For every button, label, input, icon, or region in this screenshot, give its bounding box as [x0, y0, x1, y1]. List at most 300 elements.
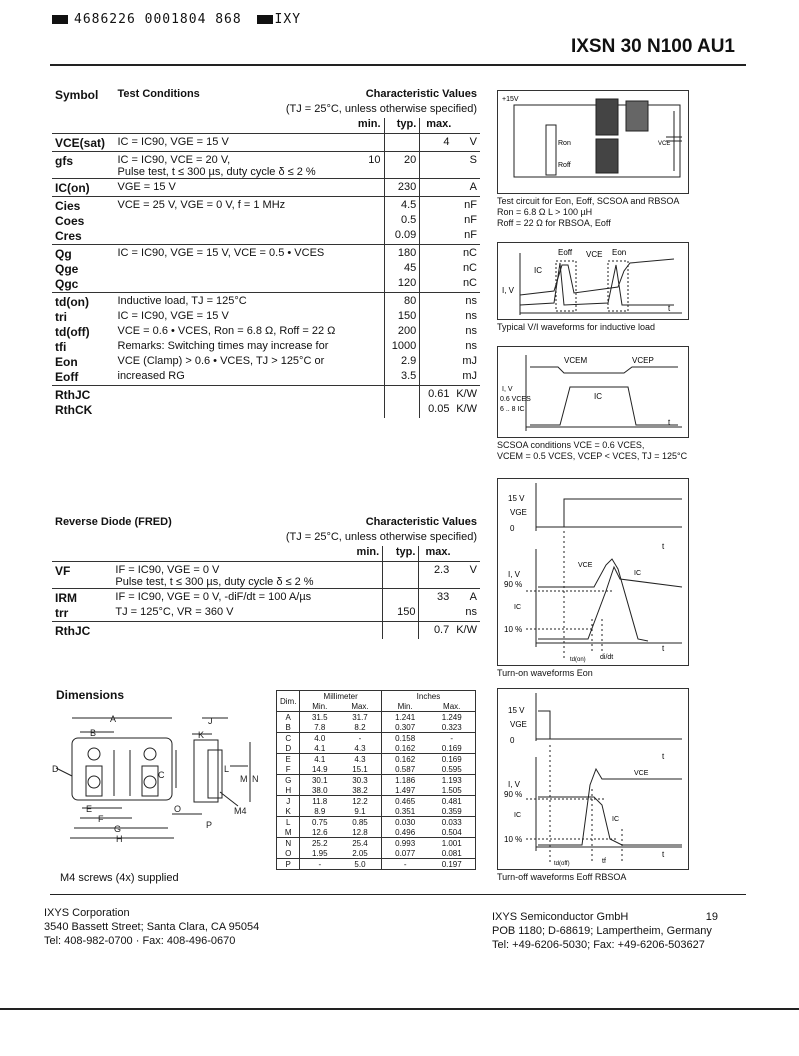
dim-letter: J: [277, 796, 300, 807]
condition-cell: [115, 179, 340, 197]
min-cell: [340, 229, 385, 245]
min-cell: [340, 214, 385, 229]
max-cell: [420, 214, 453, 229]
on-ic-label: IC: [634, 570, 641, 577]
in-min-cell: 0.307: [395, 722, 416, 732]
svg-text:B: B: [90, 728, 97, 738]
typ-header: typ.: [384, 118, 420, 134]
condition-cell: [115, 152, 340, 179]
svg-text:K: K: [198, 730, 205, 740]
table-row: [52, 589, 480, 607]
condition-line: VCE = 25 V, VGE = 0 V, f = 1 MHz: [117, 199, 286, 211]
in-max-cell: 1.505: [441, 785, 462, 795]
unit-cell: nC: [452, 245, 480, 263]
off-90-label: 90 %: [504, 790, 523, 799]
unit-cell: A: [452, 179, 480, 197]
mm-min-cell: 25.2: [300, 838, 339, 849]
condition-line: IF = IC90, VGE = 0 V: [115, 564, 220, 576]
max-cell: 0.7: [419, 622, 452, 640]
spec-table: [52, 88, 480, 418]
turn-off-figure: [497, 688, 689, 870]
table-row: [277, 733, 476, 744]
footer-left: [44, 906, 259, 948]
condition-line: VCE = 0.6 • VCES, Ron = 6.8 Ω, Roff = 22 Ω: [117, 325, 336, 337]
mm-min-cell: 4.0: [300, 733, 339, 744]
max-cell: 2.3: [419, 562, 452, 589]
in-min-cell: 0.162: [381, 754, 428, 765]
max-cell: 0.61: [420, 386, 453, 404]
test-circuit-caption-2: Ron = 6.8 Ω L > 100 µH: [497, 207, 593, 217]
svg-text:C: C: [158, 770, 165, 780]
in-max-header: Max.: [443, 701, 461, 711]
on-iv-label: I, V: [508, 570, 521, 579]
table-row: [52, 197, 480, 215]
condition-line: IC = IC90, VCE = 20 V,: [117, 154, 231, 166]
table-row: [277, 775, 476, 786]
dim-letter: K: [277, 806, 300, 817]
condition-line: IF = IC90, VGE = 0 V, -diF/dt = 100 A/µs: [115, 591, 312, 603]
mm-max-cell: 4.3: [339, 754, 381, 765]
max-cell: [420, 340, 453, 355]
vi-ic-label: IC: [534, 266, 542, 275]
in-min-cell: 0.351: [395, 806, 416, 816]
symbol-cell: Eon: [55, 355, 78, 369]
typ-cell: 200: [384, 325, 420, 340]
condition-line: IC = IC90, VGE = 15 V: [117, 136, 229, 148]
symbol-cell: RthCK: [55, 403, 93, 417]
unit-cell: S: [452, 152, 480, 179]
in-min-cell: 0.162: [395, 743, 416, 753]
condition-line: increased RG: [117, 370, 185, 382]
min-cell: [340, 179, 385, 197]
svg-text:M4: M4: [234, 806, 247, 816]
condition-cell: [112, 606, 332, 622]
mm-max-cell: 25.4: [339, 838, 381, 849]
dim-letter: B: [277, 722, 300, 733]
mm-max-cell: 2.05: [339, 848, 381, 859]
condition-cell: [115, 293, 340, 311]
in-max-cell: 1.193: [428, 775, 475, 786]
max-cell: [420, 245, 453, 263]
in-max-cell: 0.169: [428, 754, 475, 765]
dim-letter: A: [277, 712, 300, 723]
max-cell: [420, 197, 453, 215]
symbol-cell: Qge: [55, 262, 79, 276]
typ-cell: 45: [384, 262, 420, 277]
dim-letter: C: [277, 733, 300, 744]
table-row: [52, 403, 480, 418]
unit-cell: K/W: [452, 622, 480, 640]
min-header: min.: [340, 118, 385, 134]
mm-max-cell: -: [339, 733, 381, 744]
unit-cell: nF: [464, 214, 477, 226]
symbol-cell: tri: [55, 310, 67, 324]
unit-cell: K/W: [456, 403, 477, 415]
table-row: [52, 355, 480, 370]
typ-cell: 1000: [384, 340, 420, 355]
scsoa-ic-label: IC: [594, 392, 602, 401]
dim-letter: F: [277, 764, 300, 775]
unit-cell: ns: [465, 325, 477, 337]
footer-phone-de: Tel: +49-6206-5030; Fax: +49-6206-503627: [492, 939, 705, 951]
page-bottom-rule: [0, 1008, 799, 1010]
scan-block-mark: [52, 15, 68, 24]
dimension-table: [276, 690, 476, 870]
scsoa-caption-2: VCEM = 0.5 VCES, VCEP < VCES, TJ = 125°C: [497, 451, 688, 461]
unit-cell: mJ: [462, 355, 477, 367]
dim-letter: O: [277, 848, 300, 859]
dim-letter: M: [277, 827, 300, 838]
scsoa-t-label: t: [668, 418, 671, 427]
table-row: [277, 722, 476, 733]
temp-note: (TJ = 25°C, unless otherwise specified): [285, 103, 477, 115]
off-tdoff-label: td(off): [554, 861, 570, 867]
part-number: IXSN 30 N100 AU1: [570, 36, 735, 57]
table-row: [277, 848, 476, 859]
turn-on-caption: Turn-on waveforms Eon: [497, 668, 593, 678]
dim-letter: G: [277, 775, 300, 786]
scan-brand: IXY: [274, 12, 302, 27]
in-min-cell: -: [381, 859, 428, 870]
condition-line: IC = IC90, VGE = 15 V: [117, 310, 229, 322]
condition-cell: [115, 310, 340, 325]
in-min-cell: 1.497: [395, 785, 416, 795]
svg-text:J: J: [208, 716, 213, 726]
condition-cell: [115, 386, 340, 404]
min-cell: [340, 386, 385, 404]
dim-letter: L: [277, 817, 300, 828]
symbol-cell: VF: [52, 562, 112, 589]
svg-text:O: O: [174, 804, 182, 814]
diode-min-header: min.: [332, 546, 383, 562]
mm-min-cell: -: [300, 859, 339, 870]
off-15v-label: 15 V: [508, 706, 525, 715]
table-row: [277, 827, 476, 838]
off-tf-label: tf: [602, 858, 606, 865]
symbol-cell: tfi: [55, 340, 67, 354]
in-max-cell: 0.359: [441, 806, 462, 816]
svg-text:N: N: [252, 774, 259, 784]
mm-max-cell: 38.2: [339, 785, 381, 796]
off-ic2-label: IC: [514, 812, 521, 819]
scsoa-68-label: 6 .. 8 IC: [500, 406, 525, 413]
unit-cell: nC: [462, 262, 477, 274]
circuit-vcc-label: +15V: [502, 96, 519, 103]
table-row: [52, 277, 480, 293]
test-circuit-figure: [497, 90, 689, 194]
min-cell: [340, 262, 385, 277]
on-tdon-label: td(on): [570, 657, 586, 663]
max-cell: 4: [420, 134, 453, 152]
condition-line: VCE (Clamp) > 0.6 • VCES, TJ > 125°C or: [117, 355, 325, 367]
off-ic-label: IC: [612, 816, 619, 823]
table-row: [52, 370, 480, 386]
typ-cell: 2.9: [384, 355, 420, 370]
min-cell: 10: [340, 152, 385, 179]
mm-max-cell: 12.8: [339, 827, 381, 838]
symbol-cell: Cies: [52, 197, 115, 215]
svg-text:D: D: [52, 764, 59, 774]
symbol-cell: RthJC: [52, 386, 115, 404]
min-cell: [332, 622, 383, 640]
typ-cell: 3.5: [384, 370, 420, 386]
condition-cell: [115, 277, 340, 293]
min-cell: [340, 197, 385, 215]
typ-cell: [383, 589, 419, 607]
svg-text:P: P: [206, 820, 213, 830]
table-row: [277, 838, 476, 849]
symbol-cell: IC(on): [52, 179, 115, 197]
min-cell: [340, 355, 385, 370]
scsoa-figure: [497, 346, 689, 438]
in-min-cell: 1.241: [381, 712, 428, 723]
typ-cell: [383, 622, 419, 640]
table-row: [52, 386, 480, 404]
symbol-cell: Qgc: [55, 277, 79, 291]
scsoa-vcep-label: VCEP: [632, 356, 654, 365]
dim-letter: N: [277, 838, 300, 849]
max-header: max.: [426, 118, 452, 130]
footer-company: IXYS Corporation: [44, 907, 130, 919]
package-drawing: [52, 710, 272, 850]
svg-text:L: L: [224, 764, 230, 774]
mm-max-cell: 12.2: [339, 796, 381, 807]
table-row: [52, 214, 480, 229]
max-cell: [420, 229, 453, 245]
condition-cell: [112, 562, 332, 589]
in-max-cell: 0.323: [441, 722, 462, 732]
turn-on-figure: [497, 478, 689, 666]
typ-cell: [384, 403, 420, 418]
in-max-cell: -: [428, 733, 475, 744]
mm-min-cell: 12.6: [311, 827, 328, 837]
off-10-label: 10 %: [504, 835, 523, 844]
vi-waveform-figure: [497, 242, 689, 320]
vi-waveform-caption: Typical V/I waveforms for inductive load: [497, 322, 656, 332]
max-cell: [420, 179, 453, 197]
diode-typ-header: typ.: [383, 546, 419, 562]
unit-cell: ns: [452, 293, 480, 311]
on-vge-label: VGE: [510, 508, 527, 517]
table-row: [52, 622, 480, 640]
scsoa-caption: [497, 440, 687, 462]
on-90-label: 90 %: [504, 580, 523, 589]
table-row: [52, 245, 480, 263]
condition-line: VGE = 15 V: [117, 181, 176, 193]
on-10-label: 10 %: [504, 625, 523, 634]
in-max-cell: 1.001: [428, 838, 475, 849]
max-cell: [419, 606, 452, 622]
unit-cell: ns: [465, 340, 477, 352]
min-cell: [340, 277, 385, 293]
min-cell: [332, 562, 383, 589]
footer-address: 3540 Bassett Street; Santa Clara, CA 95054: [44, 921, 260, 933]
in-max-cell: 0.595: [441, 764, 462, 774]
in-max-cell: 1.249: [428, 712, 475, 723]
table-row: [52, 293, 480, 311]
table-row: [52, 134, 480, 152]
table-row: [277, 806, 476, 817]
in-min-cell: 0.587: [395, 764, 416, 774]
condition-cell: [115, 325, 340, 340]
mm-min-cell: 4.1: [300, 754, 339, 765]
table-row: [277, 712, 476, 723]
test-circuit-caption: [497, 196, 737, 229]
symbol-cell: IRM: [52, 589, 112, 607]
symbol-cell: trr: [55, 606, 69, 620]
circuit-ron-label: Ron: [558, 140, 571, 147]
condition-cell: [115, 245, 340, 263]
in-min-header: Min.: [397, 701, 413, 711]
diode-title: Reverse Diode (FRED): [55, 516, 172, 528]
min-cell: [340, 403, 385, 418]
in-max-cell: 0.081: [441, 848, 462, 858]
table-row: [52, 262, 480, 277]
typ-cell: 230: [384, 179, 420, 197]
scan-code: 4686226 0001804 868: [74, 12, 242, 27]
dim-letter: P: [277, 859, 300, 870]
diode-table: [52, 516, 480, 639]
dim-letter: D: [277, 743, 300, 754]
min-cell: [340, 245, 385, 263]
diode-temp-note: (TJ = 25°C, unless otherwise specified): [285, 531, 477, 543]
condition-cell: [115, 340, 340, 355]
mm-min-header: Min.: [312, 701, 328, 711]
symbol-header: Symbol: [55, 88, 99, 102]
mm-min-cell: 11.8: [300, 796, 339, 807]
symbol-cell: Coes: [55, 214, 85, 228]
condition-cell: [115, 262, 340, 277]
symbol-cell: Qg: [52, 245, 115, 263]
off-vce-label: VCE: [634, 770, 649, 777]
dimensions-title: Dimensions: [56, 688, 125, 702]
typ-cell: 180: [384, 245, 420, 263]
dim-letter: H: [277, 785, 300, 796]
mm-header: Millimeter: [300, 691, 381, 702]
svg-text:A: A: [110, 714, 117, 724]
symbol-cell: td(on): [52, 293, 115, 311]
min-cell: [332, 589, 383, 607]
typ-cell: 150: [383, 606, 419, 622]
table-row: [277, 859, 476, 870]
typ-cell: [384, 386, 420, 404]
min-cell: [332, 606, 383, 622]
dim-letter: E: [277, 754, 300, 765]
unit-cell: V: [452, 562, 480, 589]
mm-max-cell: 9.1: [339, 806, 381, 817]
footer-rule: [50, 894, 746, 895]
off-0-label: 0: [510, 736, 515, 745]
mm-min-cell: 4.1: [314, 743, 326, 753]
test-circuit-caption-3: Roff = 22 Ω for RBSOA, Eoff: [497, 218, 611, 228]
vi-vce-label: VCE: [586, 250, 603, 259]
condition-cell: [115, 214, 340, 229]
condition-cell: [115, 197, 340, 215]
max-cell: [420, 293, 453, 311]
svg-text:M: M: [240, 774, 248, 784]
max-cell: 33: [419, 589, 452, 607]
unit-cell: mJ: [462, 370, 477, 382]
in-min-cell: 0.496: [395, 827, 416, 837]
on-15v-label: 15 V: [508, 494, 525, 503]
off-t-label: t: [662, 752, 665, 761]
scsoa-iv-label: I, V: [502, 386, 513, 393]
diode-max-header: max.: [425, 546, 451, 558]
scsoa-06-label: 0.6 VCES: [500, 396, 531, 403]
unit-cell: nF: [452, 197, 480, 215]
in-max-cell: 0.504: [441, 827, 462, 837]
off-t2-label: t: [662, 850, 665, 859]
vi-iv-label: I, V: [502, 286, 515, 295]
mm-max-cell: 15.1: [339, 764, 381, 775]
svg-text:H: H: [116, 834, 123, 844]
max-cell: [420, 152, 453, 179]
typ-cell: [384, 134, 420, 152]
condition-cell: [112, 622, 332, 640]
table-row: [52, 152, 480, 179]
mm-max-cell: 8.2: [339, 722, 381, 733]
max-cell: [420, 355, 453, 370]
unit-cell: ns: [465, 310, 477, 322]
on-0-label: 0: [510, 524, 515, 533]
condition-line: Pulse test, t ≤ 300 µs, duty cycle δ ≤ 2 %: [117, 166, 316, 178]
condition-cell: [115, 355, 340, 370]
circuit-roff-label: Roff: [558, 162, 571, 169]
typ-cell: [383, 562, 419, 589]
table-row: [52, 340, 480, 355]
table-row: [52, 606, 480, 622]
mm-min-cell: 0.75: [300, 817, 339, 828]
condition-line: Remarks: Switching times may increase for: [117, 340, 329, 352]
on-t-label: t: [662, 542, 665, 551]
footer-right: [492, 910, 752, 952]
dimension-rows: [277, 712, 476, 870]
on-vce-label: VCE: [578, 562, 593, 569]
unit-cell: V: [452, 134, 480, 152]
table-row: [277, 796, 476, 807]
inch-header: Inches: [416, 691, 441, 701]
unit-cell: K/W: [452, 386, 480, 404]
circuit-vce-label: VCE: [658, 141, 671, 147]
symbol-cell: VCE(sat): [52, 134, 115, 152]
condition-cell: [115, 134, 340, 152]
in-max-cell: 0.033: [428, 817, 475, 828]
unit-cell: nC: [462, 277, 477, 289]
symbol-cell: gfs: [52, 152, 115, 179]
svg-text:F: F: [98, 814, 104, 824]
scsoa-caption-1: SCSOA conditions VCE = 0.6 VCES,: [497, 440, 645, 450]
test-circuit-caption-1: Test circuit for Eon, Eoff, SCSOA and RBSOA: [497, 196, 680, 206]
max-cell: [420, 370, 453, 386]
symbol-cell: td(off): [55, 325, 90, 339]
condition-cell: [115, 229, 340, 245]
unit-cell: ns: [465, 606, 477, 618]
in-min-cell: 0.465: [381, 796, 428, 807]
diode-values-header: Characteristic Values: [365, 516, 477, 528]
in-max-cell: 0.481: [428, 796, 475, 807]
on-t2-label: t: [662, 644, 665, 653]
typ-cell: 0.09: [384, 229, 420, 245]
max-cell: [420, 310, 453, 325]
mm-max-cell: 30.3: [339, 775, 381, 786]
scsoa-vcem-label: VCEM: [564, 356, 588, 365]
condition-cell: [112, 589, 332, 607]
table-row: [277, 754, 476, 765]
off-iv-label: I, V: [508, 780, 521, 789]
dim-header: Dim.: [277, 691, 300, 712]
table-row: [52, 179, 480, 197]
mm-max-header: Max.: [339, 701, 381, 712]
